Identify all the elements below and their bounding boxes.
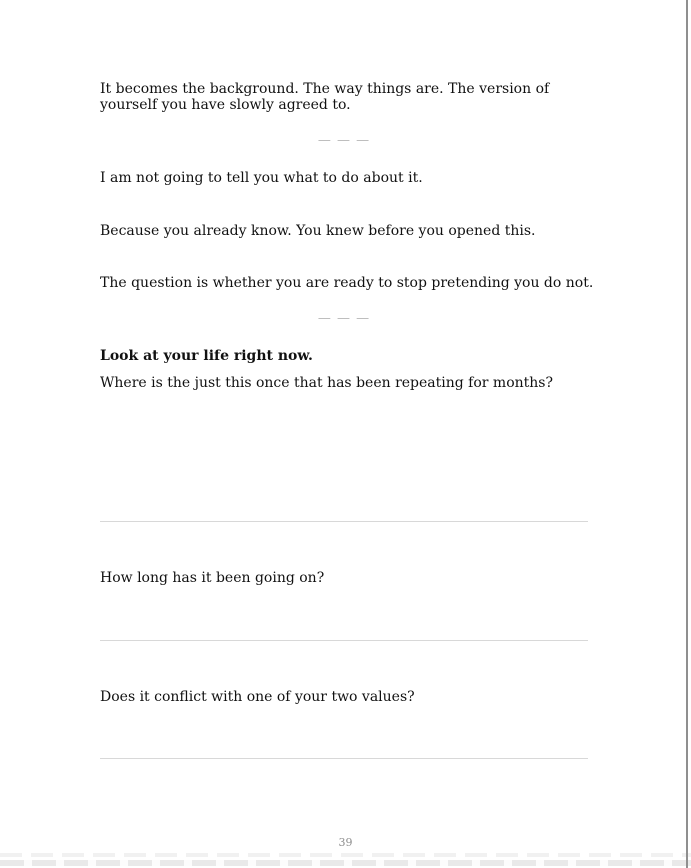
page-number: 39 bbox=[338, 836, 353, 849]
intro-paragraph bbox=[100, 81, 600, 113]
section-divider: — — — bbox=[317, 311, 371, 326]
next-page-text-row bbox=[0, 860, 691, 866]
next-page-preview bbox=[0, 851, 691, 868]
answer-line bbox=[100, 521, 588, 522]
intro-line-2: yourself you have slowly agreed to. bbox=[100, 97, 351, 113]
answer-line bbox=[100, 758, 588, 759]
statement-paragraph: Because you already know. You knew before you opened this. bbox=[100, 223, 536, 239]
question-text: Where is the just this once that has been repeating for months? bbox=[100, 375, 553, 391]
answer-line bbox=[100, 640, 588, 641]
next-page-text-row bbox=[0, 853, 691, 857]
section-divider: — — — bbox=[317, 133, 371, 148]
statement-paragraph: I am not going to tell you what to do about it. bbox=[100, 170, 423, 186]
question-text: How long has it been going on? bbox=[100, 570, 325, 586]
window-border-right[interactable] bbox=[686, 0, 688, 868]
prompt-heading: Look at your life right now. bbox=[100, 348, 313, 364]
question-text: Does it conflict with one of your two values? bbox=[100, 689, 415, 705]
intro-line-1: It becomes the background. The way things are. The version of bbox=[100, 81, 550, 97]
statement-paragraph: The question is whether you are ready to stop pretending you do not. bbox=[100, 275, 594, 291]
